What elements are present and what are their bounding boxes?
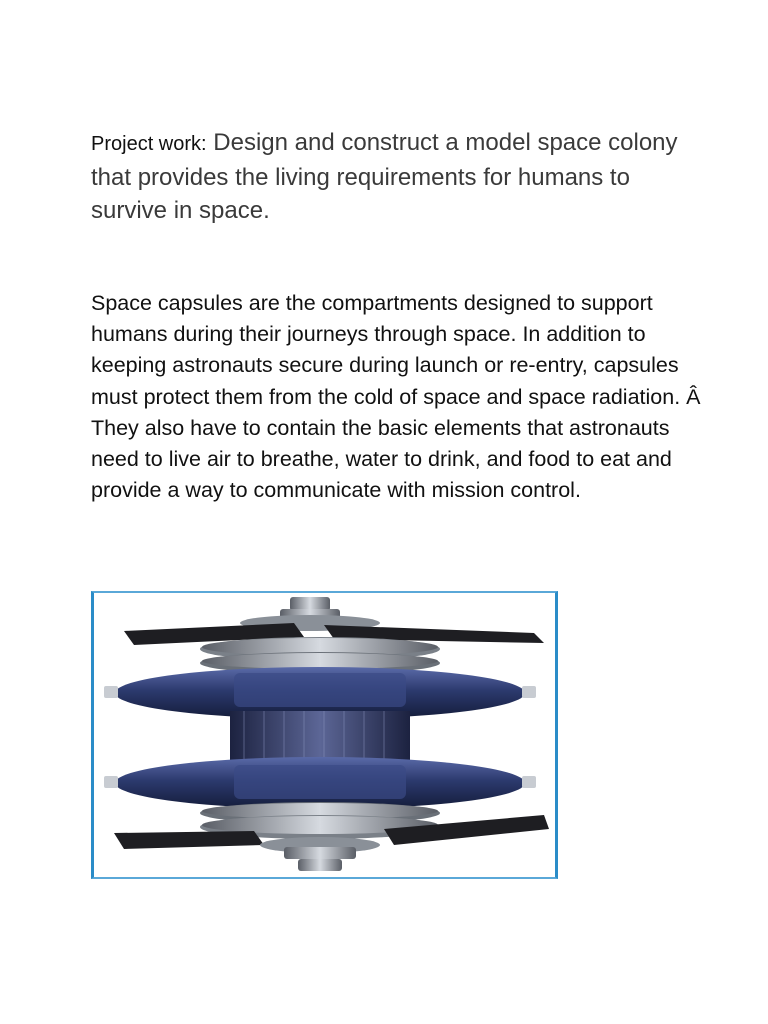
capsule-paragraph: Space capsules are the compartments designed to support humans during their journeys through space. In addition to keeping astronauts secure during launch or re-entry, capsules must protect them from the cold of space and space radiation. Â They also have to contain the basic elements that astronauts need to live air to breathe, water to drink, and food to eat and provide a way to communicate with mission control. bbox=[91, 291, 701, 503]
project-description: Design and construct a model space colony that provides the living requirements for humans to survive in space. bbox=[91, 129, 678, 224]
bottom-hub bbox=[260, 837, 380, 871]
space-colony-image bbox=[91, 591, 558, 879]
lower-habitat-torus bbox=[104, 757, 536, 809]
project-statement bbox=[91, 126, 691, 227]
space-colony-illustration bbox=[94, 593, 555, 877]
project-label: Project work: bbox=[91, 133, 207, 155]
